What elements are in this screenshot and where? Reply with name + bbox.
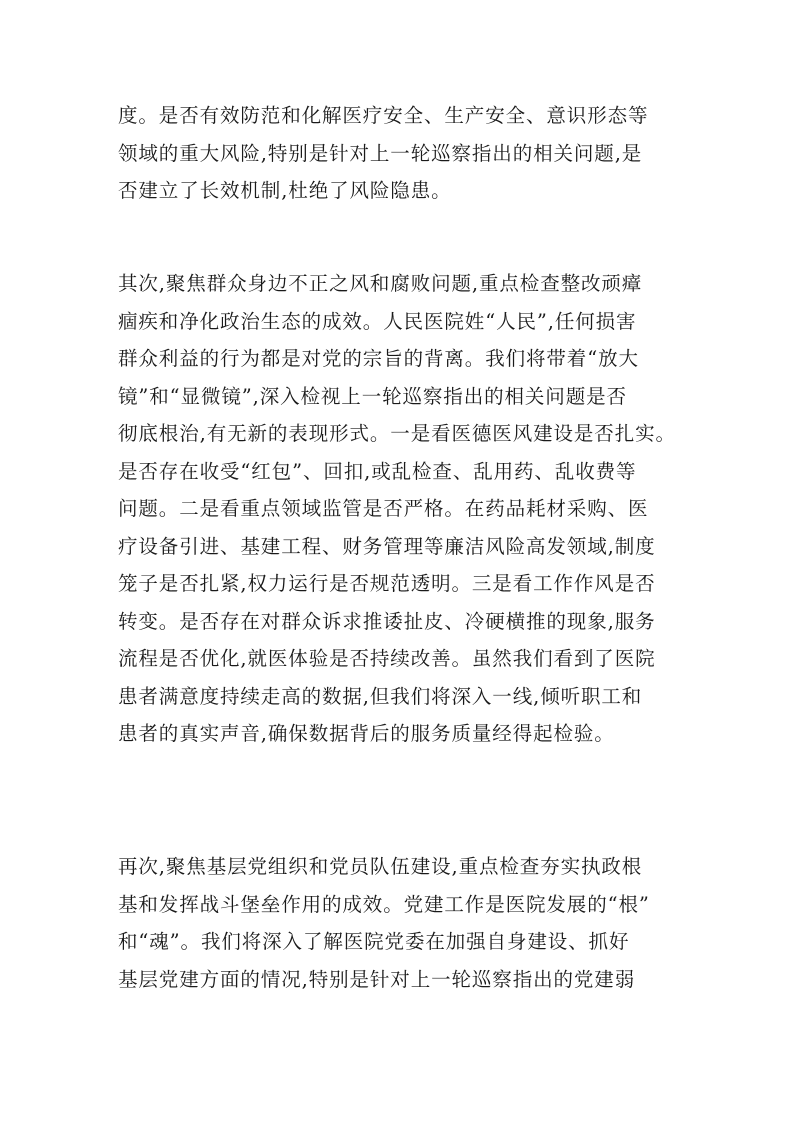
text-line: 流程是否优化,就医体验是否持续改善。虽然我们看到了医院 (118, 647, 656, 670)
text-line: 镜”和“显微镜”,深入检视上一轮巡察指出的相关问题是否 (118, 384, 627, 408)
text-line: 是否存在收受“红包”、回扣,或乱检查、乱用药、乱收费等 (118, 459, 637, 483)
text-line: 领域的重大风险,特别是针对上一轮巡察指出的相关问题,是 (118, 141, 643, 165)
text-line: 基和发挥战斗堡垒作用的成效。党建工作是医院发展的“根” (118, 892, 650, 916)
text-line: 和“魂”。我们将深入了解医院党委在加强自身建设、抓好 (118, 930, 630, 953)
text-line: 笼子是否扎紧,权力运行是否规范透明。三是看工作作风是否 (118, 572, 656, 595)
text-line: 彻底根治,有无新的表现形式。一是看医德医风建设是否扎实。 (118, 422, 676, 445)
text-line: 问题。二是看重点领域监管是否严格。在药品耗材采购、医 (118, 497, 649, 520)
text-line: 疗设备引进、基建工程、财务管理等廉洁风险高发领域,制度 (118, 534, 656, 558)
text-line: 基层党建方面的情况,特别是针对上一轮巡察指出的党建弱 (118, 967, 636, 991)
paragraph-risk-prevention (118, 97, 688, 210)
paragraph-corruption-focus (118, 265, 688, 753)
text-line: 度。是否有效防范和化解医疗安全、生产安全、意识形态等 (118, 104, 649, 127)
text-line: 患者的真实声音,确保数据背后的服务质量经得起检验。 (118, 722, 615, 745)
text-line: 其次,聚焦群众身边不正之风和腐败问题,重点检查整改顽瘴 (118, 272, 643, 295)
paragraph-party-building (118, 848, 688, 998)
text-line: 痼疾和净化政治生态的成效。人民医院姓“人民”,任何损害 (118, 309, 637, 333)
text-line: 再次,聚焦基层党组织和党员队伍建设,重点检查夯实执政根 (118, 855, 643, 878)
text-line: 患者满意度持续走高的数据,但我们将深入一线,倾听职工和 (118, 684, 643, 708)
text-line: 转变。是否存在对群众诉求推诿扯皮、冷硬横推的现象,服务 (118, 609, 656, 633)
text-line: 群众利益的行为都是对党的宗旨的背离。我们将带着“放大 (118, 347, 639, 370)
text-line: 否建立了长效机制,杜绝了风险隐患。 (118, 179, 452, 202)
